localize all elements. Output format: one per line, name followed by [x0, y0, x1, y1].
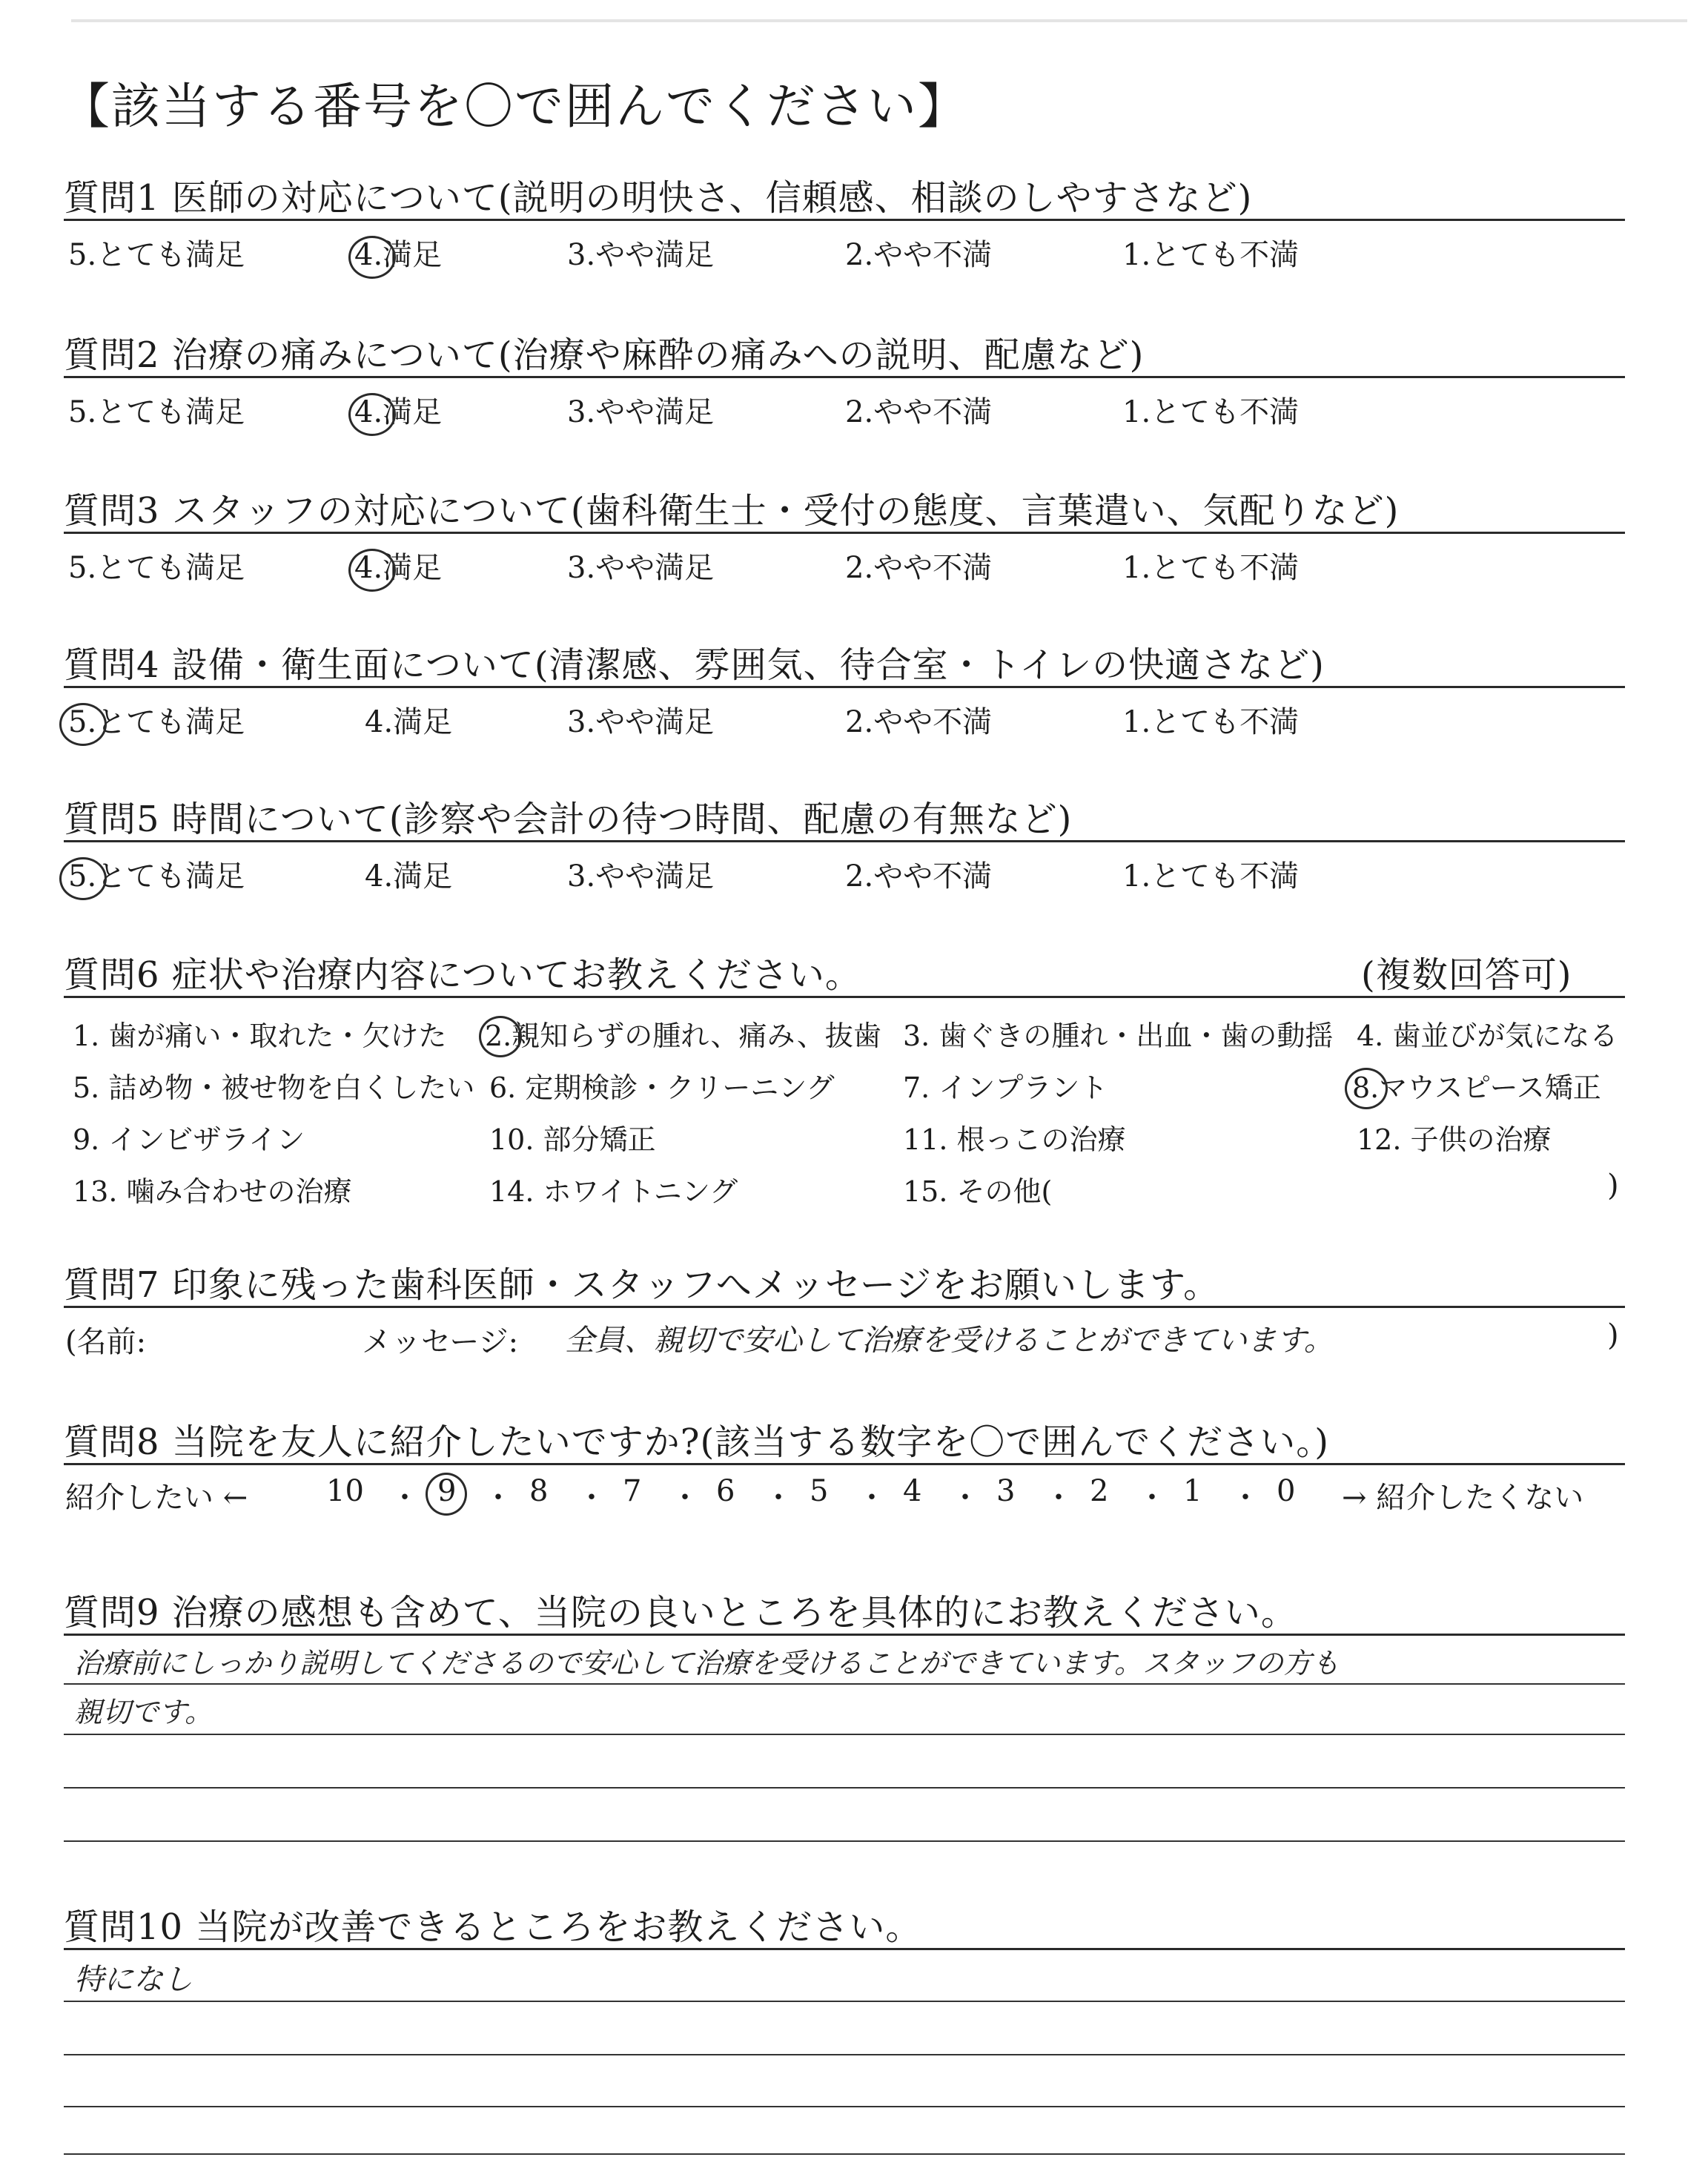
q6-selection-circle-2 — [479, 1016, 522, 1057]
q7-message-label: メッセージ: — [362, 1325, 519, 1359]
q6-option-3[interactable]: 3. 歯ぐきの腫れ・出血・歯の動揺 — [903, 1020, 1334, 1052]
q1-option-5[interactable]: 5.とても満足 — [68, 238, 245, 272]
q4-option-4[interactable]: 4.満足 — [365, 705, 453, 739]
q9-writing-line — [64, 1683, 1625, 1685]
q5-option-2[interactable]: 2.やや不満 — [845, 859, 993, 894]
q6-option-12[interactable]: 12. 子供の治療 — [1357, 1123, 1552, 1156]
q6-option-13[interactable]: 13. 噛み合わせの治療 — [73, 1175, 352, 1208]
q6-option-1[interactable]: 1. 歯が痛い・取れた・欠けた — [73, 1020, 447, 1052]
question-6-note: (複数回答可) — [1361, 954, 1572, 996]
q1-selection-circle — [348, 236, 396, 279]
q8-separator: ・ — [483, 1481, 513, 1515]
q5-option-1[interactable]: 1.とても不満 — [1122, 859, 1300, 894]
q10-writing-line — [64, 2001, 1625, 2002]
q3-option-5[interactable]: 5.とても満足 — [68, 551, 245, 585]
question-9-rule — [64, 1634, 1625, 1636]
q6-option-10[interactable]: 10. 部分矯正 — [489, 1123, 656, 1156]
q8-scale-9[interactable]: 9 — [437, 1474, 457, 1508]
q6-option-6[interactable]: 6. 定期検診・クリーニング — [489, 1071, 835, 1104]
q8-selection-circle — [426, 1473, 467, 1516]
q6-option-5[interactable]: 5. 詰め物・被せ物を白くしたい — [73, 1071, 475, 1104]
q7-name-label: (名前: — [65, 1325, 147, 1359]
question-6-rule — [64, 996, 1625, 998]
q8-scale-2[interactable]: 2 — [1090, 1474, 1109, 1508]
q8-separator: ・ — [1231, 1481, 1260, 1515]
q4-option-5[interactable]: 5.とても満足 — [68, 705, 245, 739]
q8-separator: ・ — [670, 1481, 700, 1515]
question-7-heading: 質問7 印象に残った歯科医師・スタッフへメッセージをお願いします。 — [64, 1264, 1220, 1306]
q9-answer-line-1: 治療前にしっかり説明してくださるので安心して治療を受けることができています。スタッフの方も — [74, 1647, 1340, 1680]
q2-option-2[interactable]: 2.やや不満 — [845, 395, 993, 429]
q4-option-2[interactable]: 2.やや不満 — [845, 705, 993, 739]
q1-option-1[interactable]: 1.とても不満 — [1122, 238, 1300, 272]
page-title: 【該当する番号を〇で囲んでください】 — [61, 78, 968, 135]
q8-separator: ・ — [577, 1481, 606, 1515]
question-2-rule — [64, 376, 1625, 378]
question-3-heading: 質問3 スタッフの対応について(歯科衛生士・受付の態度、言葉遣い、気配りなど) — [64, 490, 1400, 532]
q3-option-3[interactable]: 3.やや満足 — [567, 551, 715, 585]
question-6-heading: 質問6 症状や治療内容についてお教えください。 — [64, 954, 861, 996]
question-4-heading: 質問4 設備・衛生面について(清潔感、雰囲気、待合室・トイレの快適さなど) — [64, 644, 1325, 686]
q6-close-paren: ) — [1607, 1169, 1619, 1203]
q8-scale-8[interactable]: 8 — [529, 1474, 549, 1508]
question-7-rule — [64, 1306, 1625, 1308]
q5-option-4[interactable]: 4.満足 — [365, 859, 453, 894]
q4-option-3[interactable]: 3.やや満足 — [567, 705, 715, 739]
q10-writing-line — [64, 2106, 1625, 2107]
question-10-heading: 質問10 当院が改善できるところをお教えください。 — [64, 1906, 922, 1948]
q9-answer-line-2: 親切です。 — [74, 1696, 213, 1728]
q8-scale-5[interactable]: 5 — [810, 1474, 829, 1508]
q2-option-4[interactable]: 4.満足 — [354, 395, 443, 429]
question-1-heading: 質問1 医師の対応について(説明の明快さ、信頼感、相談のしやすさなど) — [64, 177, 1253, 219]
q10-writing-line — [64, 2054, 1625, 2055]
q5-option-5[interactable]: 5.とても満足 — [68, 859, 245, 894]
q8-left-label: 紹介したい ← — [65, 1481, 248, 1515]
q6-option-9[interactable]: 9. インビザライン — [73, 1123, 305, 1156]
q6-option-11[interactable]: 11. 根っこの治療 — [903, 1123, 1126, 1156]
question-3-rule — [64, 532, 1625, 534]
q8-separator: ・ — [1137, 1481, 1167, 1515]
q2-selection-circle — [348, 393, 396, 436]
question-4-rule — [64, 686, 1625, 688]
q2-option-5[interactable]: 5.とても満足 — [68, 395, 245, 429]
q7-close-paren: ) — [1607, 1318, 1619, 1353]
q6-option-8[interactable]: 8.マウスピース矯正 — [1352, 1071, 1601, 1104]
q9-writing-line — [64, 1787, 1625, 1789]
q6-option-4[interactable]: 4. 歯並びが気になる — [1357, 1020, 1618, 1052]
q6-option-2[interactable]: 2.親知らずの腫れ、痛み、抜歯 — [485, 1020, 881, 1052]
q5-option-3[interactable]: 3.やや満足 — [567, 859, 715, 894]
question-1-rule — [64, 219, 1625, 221]
q9-writing-line — [64, 1734, 1625, 1735]
q5-selection-circle — [59, 857, 107, 900]
q8-scale-7[interactable]: 7 — [623, 1474, 642, 1508]
q6-option-7[interactable]: 7. インプラント — [903, 1071, 1108, 1104]
q6-option-14[interactable]: 14. ホワイトニング — [489, 1175, 738, 1208]
q6-selection-circle-8 — [1345, 1068, 1388, 1109]
q3-selection-circle — [348, 549, 396, 592]
q3-option-1[interactable]: 1.とても不満 — [1122, 551, 1300, 585]
q8-scale-4[interactable]: 4 — [903, 1474, 922, 1508]
q9-writing-line — [64, 1840, 1625, 1842]
q7-message-handwritten: 全員、親切で安心して治療を受けることができています。 — [565, 1324, 1334, 1358]
q8-separator: ・ — [390, 1481, 420, 1515]
q8-right-label: → 紹介したくない — [1342, 1481, 1584, 1515]
q2-option-3[interactable]: 3.やや満足 — [567, 395, 715, 429]
q1-option-4[interactable]: 4.満足 — [354, 238, 443, 272]
q8-separator: ・ — [764, 1481, 793, 1515]
q1-option-3[interactable]: 3.やや満足 — [567, 238, 715, 272]
q8-separator: ・ — [950, 1481, 980, 1515]
question-10-rule — [64, 1948, 1625, 1950]
question-5-heading: 質問5 時間について(診察や会計の待つ時間、配慮の有無など) — [64, 799, 1073, 840]
question-9-heading: 質問9 治療の感想も含めて、当院の良いところを具体的にお教えください。 — [64, 1592, 1297, 1634]
q8-separator: ・ — [857, 1481, 887, 1515]
q6-option-15[interactable]: 15. その他( — [903, 1175, 1053, 1208]
q8-scale-10[interactable]: 10 — [326, 1474, 364, 1508]
q4-option-1[interactable]: 1.とても不満 — [1122, 705, 1300, 739]
q3-option-4[interactable]: 4.満足 — [354, 551, 443, 585]
q1-option-2[interactable]: 2.やや不満 — [845, 238, 993, 272]
q8-scale-6[interactable]: 6 — [716, 1474, 735, 1508]
q8-separator: ・ — [1044, 1481, 1073, 1515]
q8-scale-0[interactable]: 0 — [1277, 1474, 1296, 1508]
q8-scale-1[interactable]: 1 — [1183, 1474, 1202, 1508]
question-8-heading: 質問8 当院を友人に紹介したいですか?(該当する数字を〇で囲んでください。) — [64, 1421, 1329, 1463]
top-border — [71, 19, 1687, 22]
q3-option-2[interactable]: 2.やや不満 — [845, 551, 993, 585]
question-2-heading: 質問2 治療の痛みについて(治療や麻酔の痛みへの説明、配慮など) — [64, 334, 1145, 376]
question-5-rule — [64, 840, 1625, 842]
q2-option-1[interactable]: 1.とても不満 — [1122, 395, 1300, 429]
q4-selection-circle — [59, 703, 107, 746]
question-8-rule — [64, 1463, 1625, 1465]
q10-writing-line — [64, 2153, 1625, 2155]
q10-answer-line-1: 特になし — [74, 1963, 193, 1997]
q8-scale-3[interactable]: 3 — [996, 1474, 1016, 1508]
